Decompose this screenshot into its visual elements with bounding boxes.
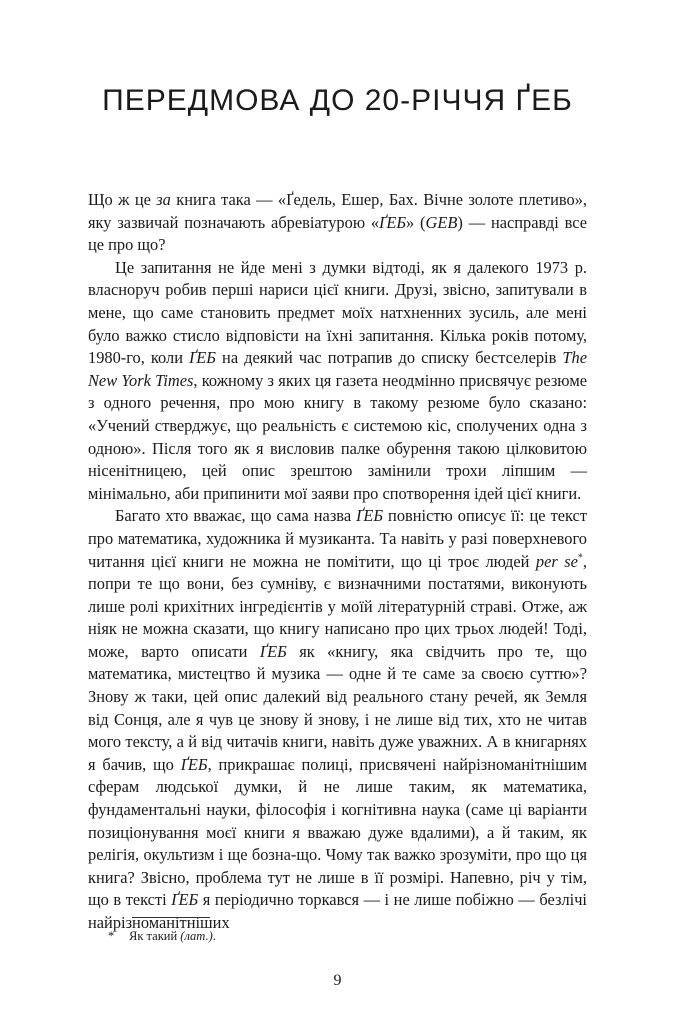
italic-run: ҐЕБ bbox=[259, 641, 287, 661]
italic-run: ҐЕБ bbox=[189, 348, 216, 368]
footnote-end: . bbox=[212, 929, 216, 943]
text-run: ) — насправді все це про що? bbox=[88, 212, 587, 255]
footnote-ref: * bbox=[577, 552, 583, 564]
footnote-mark: * bbox=[108, 929, 115, 943]
italic-run: GEB bbox=[425, 212, 458, 232]
text-run: на деякий час потрапив до списку бестселерів bbox=[215, 348, 563, 368]
text-run: » ( bbox=[406, 212, 426, 232]
text-run: , прикрашає полиці, присвячені найрізноманітнішим сферам людської думки, й не лише таким, як математика, фундаментальні науки, філософія і когнітивна наука (саме ці варіанти позиціонування моєї книги я вважаю дуже вдалими), а й таким, як релігія, окультизм і ще бозна-що. Чому так важко зрозуміти, про що ця книга? Звісно, проблема тут не лише в її розмірі. Напевно, річ у тім, що в тексті bbox=[88, 754, 587, 910]
paragraph-3 bbox=[88, 505, 587, 934]
text-run: Це запитання не йде мені з думки відтоді, як я далекого 1973 р. власноруч робив перші нариси цієї книги. Друзі, звісно, запитували в мене, що саме становить предмет моїх натхненних зусиль, але мені було важко стисло відповісти на їхні запитання. Кілька років потому, 1980-го, коли bbox=[88, 257, 587, 368]
page-number: 9 bbox=[333, 972, 342, 989]
paragraph-2 bbox=[88, 257, 587, 506]
text-run: , кожному з яких ця газета неодмінно присвячує резюме з одного речення, про мою книгу в такому резюме було сказано: «Учений стверджує, що реальність є системою кіс, сполучених одна з одною». Після того як я висловив палке обурення такою цілковитою нісенітницею, цей опис зрештою замінили трохи ліпшим — мінімально, аби припинити мої заяви про спотворення ідей цієї книги. bbox=[88, 370, 587, 503]
text-run: Що ж це bbox=[88, 190, 157, 209]
chapter-title: ПЕРЕДМОВА ДО 20-РІЧЧЯ ҐЕБ bbox=[102, 84, 573, 117]
footnote-lang: (лат.) bbox=[180, 929, 213, 943]
italic-run: ҐЕБ bbox=[180, 754, 208, 774]
italic-run: The New York Times bbox=[88, 348, 587, 390]
italic-run: ҐЕБ bbox=[379, 212, 407, 232]
italic-run: per se bbox=[535, 551, 578, 571]
body-text bbox=[88, 189, 587, 935]
text-run: повністю описує її: це текст про математика, художника й музиканта. Та навіть у разі поверхневого читання цієї книги не можна не помітити, що ці троє людей bbox=[88, 506, 587, 571]
footnote-text: Як такий bbox=[129, 929, 181, 943]
footnote-divider bbox=[132, 917, 210, 918]
italic-run: ҐЕБ bbox=[171, 890, 199, 910]
text-run: я періодично торкався — і не лише побіжно — безлічі найрізноманітніших bbox=[88, 890, 587, 932]
footnote bbox=[108, 928, 216, 944]
text-run: як «книгу, яка свідчить про те, що математика, мистецтво й музика — одне й те саме за своєю суттю»? Знову ж таки, цей опис далекий від реального стану речей, як Земля від Сонця, але я чув це знову й знову, і не лише від тих, хто не читав мого тексту, а й від читачів книги, навіть дуже уважних. А в книгарнях я бачив, що bbox=[88, 641, 587, 774]
paragraph-1 bbox=[88, 189, 587, 257]
italic-run: ҐЕБ bbox=[356, 506, 384, 526]
text-run: , попри те що вони, без сумніву, є визначними постатями, виконують лише ролі крихітних інгредієнтів у моїй літературній страві. Отже, аж ніяк не можна сказати, що книгу написано про цих трьох людей! Тоді, може, варто описати bbox=[88, 551, 587, 661]
italic-run: за bbox=[156, 190, 171, 209]
text-run: книга така — «Ґедель, Ешер, Бах. Вічне золоте плетиво», яку зазвичай позначають абревіатурою « bbox=[88, 190, 587, 232]
text-run: Багато хто вважає, що сама назва bbox=[115, 506, 357, 526]
